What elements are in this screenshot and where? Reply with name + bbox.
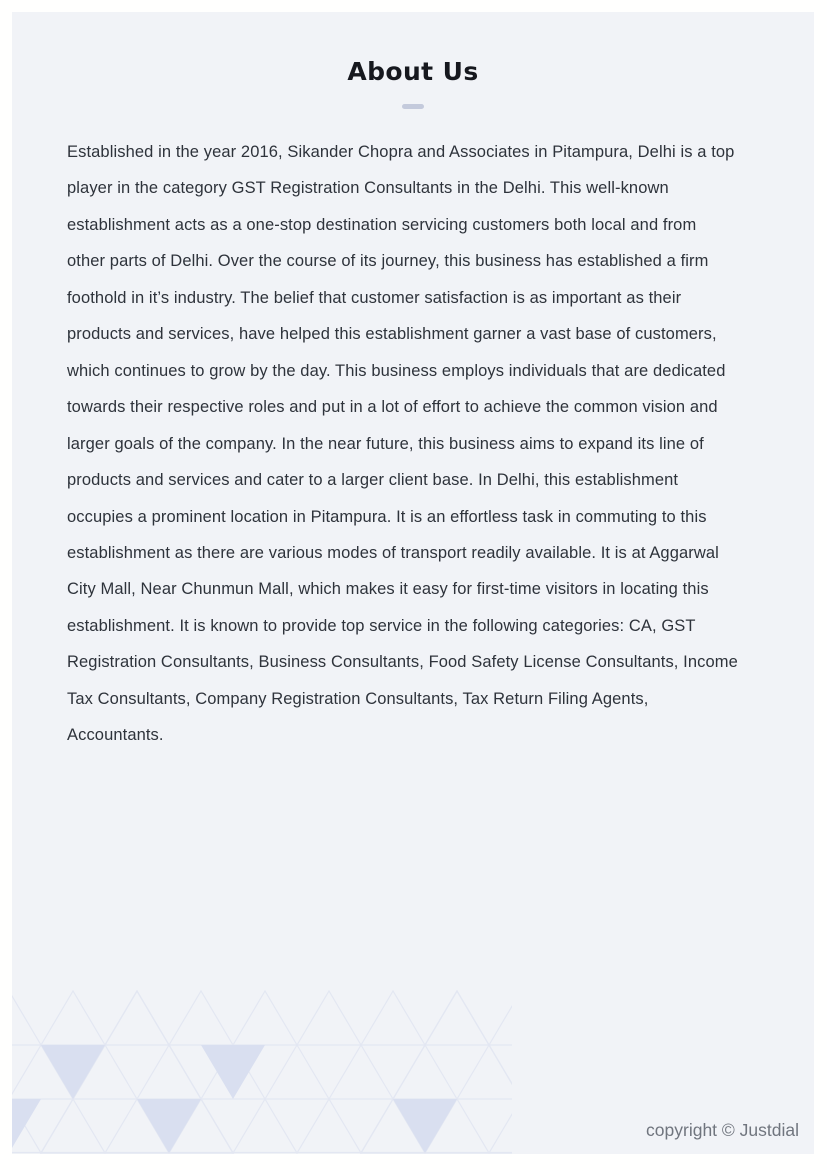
paragraph-line: City Mall, Near Chunmun Mall, which makes it easy for first-time visitors in locating this <box>67 580 709 599</box>
paragraph-line: which continues to grow by the day. This business employs individuals that are dedicated <box>67 361 726 380</box>
paragraph-line: foothold in it’s industry. The belief that customer satisfaction is as important as their <box>67 288 682 307</box>
paragraph-line: occupies a prominent location in Pitampura. It is an effortless task in commuting to this <box>67 507 707 526</box>
paragraph-line: larger goals of the company. In the near future, this business aims to expand its line of <box>67 434 704 453</box>
paragraph-line: Registration Consultants, Business Consultants, Food Safety License Consultants, Income <box>67 653 738 672</box>
page-title: About Us <box>347 57 479 86</box>
paragraph-line: Established in the year 2016, Sikander Chopra and Associates in Pitampura, Delhi is a top <box>67 143 735 161</box>
paragraph-line: Tax Consultants, Company Registration Consultants, Tax Return Filing Agents, <box>67 689 649 708</box>
title-underline-dash <box>402 104 424 109</box>
about-paragraph <box>67 134 789 754</box>
about-card <box>12 12 814 1154</box>
paragraph-line: player in the category GST Registration Consultants in the Delhi. This well-known <box>67 179 669 198</box>
triangle-pattern-decoration <box>12 990 512 1154</box>
paragraph-line: products and services, have helped this establishment garner a vast base of customers, <box>67 325 717 344</box>
paragraph-line: towards their respective roles and put in a lot of effort to achieve the common vision and <box>67 398 718 417</box>
paragraph-line: establishment acts as a one-stop destination servicing customers both local and from <box>67 215 697 234</box>
paragraph-line: Accountants. <box>67 726 164 745</box>
paragraph-line: establishment as there are various modes of transport readily available. It is at Aggarwal <box>67 543 719 562</box>
paragraph-line: other parts of Delhi. Over the course of its journey, this business has established a firm <box>67 252 709 271</box>
paragraph-line: products and services and cater to a larger client base. In Delhi, this establishment <box>67 471 679 490</box>
copyright-text: copyright © Justdial <box>646 1120 799 1140</box>
paragraph-line: establishment. It is known to provide top service in the following categories: CA, GST <box>67 616 696 635</box>
